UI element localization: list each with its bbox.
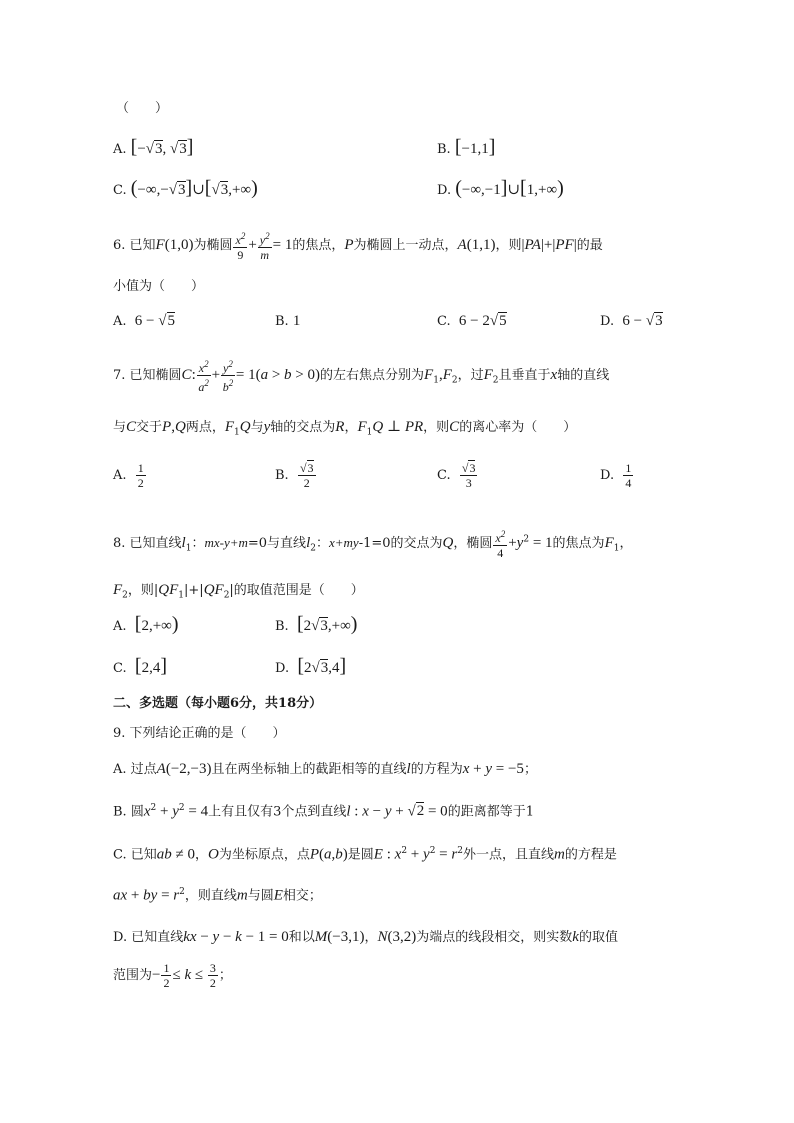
q9-stem: 9. 下列结论正确的是（ ） xyxy=(113,726,286,741)
q6-option-a: A. 6 − √5 xyxy=(113,313,175,329)
q9-option-d-line2: 范围为− $\frac{1}{2}$ ≤ k ≤ $\frac{3}{2}$ ； xyxy=(113,961,232,990)
q5-option-a: A. [−√3, √3] xyxy=(113,136,194,158)
q9-option-d-line1: D. 已知直线kx − y − k − 1 = 0和以M(−3,1)，N(3,2)为端点的线段相交，则实数k的取值 xyxy=(113,929,618,945)
q7-option-c: C. $\frac{√3}{3}$ xyxy=(437,461,476,490)
q6-option-c: C. 6 − 2√5 xyxy=(437,313,507,329)
q8-option-c: C. [2,4] xyxy=(113,655,167,677)
q8-line2: $F_2$，则$|QF_1|+|QF_2|$的取值范围是（ ） xyxy=(113,582,364,601)
q7-option-a: A. $\frac{1}{2}$ xyxy=(113,461,144,490)
q8-option-b: B. [2√3,+∞) xyxy=(275,613,358,635)
q5-option-d: D. (−∞,−1]∪[1,+∞) xyxy=(437,177,564,199)
q5-option-b: B. [−1,1] xyxy=(437,136,496,158)
q7-option-b: B. $\frac{√3}{2}$ xyxy=(275,461,314,490)
q5-option-c: C. (−∞,−√3]∪[√3,+∞) xyxy=(113,177,258,199)
q9-option-c-line2: ax + by = $r^2$，则直线m与圆E相交； xyxy=(113,887,322,904)
q6-option-b: B. 1 xyxy=(275,313,301,329)
q9-option-b: B. 圆$x^2 + y^2 = 4$上有且仅有3个点到直线l : x − y + √2 = 0的距离都等于1 xyxy=(113,803,534,820)
q7-option-d: D. $\frac{1}{4}$ xyxy=(600,461,632,490)
q9-option-a: A. 过点A(−2,−3)且在两坐标轴上的截距相等的直线l的方程为x + y = −5； xyxy=(113,761,537,777)
q8-line1: 8. 已知直线$l_1$：mx-y+m=0与直线$l_2$：x+my-1=0的交点为Q，椭圆 $\frac{x^2}{4}$ $+y^2 = 1$的焦点为$F_1$， xyxy=(113,529,633,560)
section-heading: 二、多选题（每小题6分，共18分） xyxy=(113,696,323,711)
q9-option-c-line1: C. 已知ab ≠ 0，O为坐标原点，点P(a,b)是圆E : $x^2 + y^2 = r^2$外一点，且直线m的方程是 xyxy=(113,846,617,863)
q6-line2: 小值为（ ） xyxy=(113,279,205,294)
q5-bracket: （ ） xyxy=(116,101,169,116)
q6-option-d: D. 6 − √3 xyxy=(600,313,663,329)
q7-line1: 7. 已知椭圆C: $\frac{x^2}{a^2}$ + $\frac{y^2}{b^2}$ = 1(a > b > 0)的左右焦点分别为$F_1,F_2$，过$F_2$且垂直于x轴的直线 xyxy=(113,359,610,394)
q6-line1: 6. 已知F(1,0)为椭圆 $\frac{x^2}{9}$ + $\frac{y^2}{m}$ = 1的焦点，P为椭圆上一动点，A(1,1)，则|PA|+|PF|的最 xyxy=(113,231,603,262)
q8-option-d: D. [2√3,4] xyxy=(275,655,347,677)
q7-line2: 与C交于P,Q两点，$F_1Q$与y轴的交点为R，$F_1Q$ ⊥ PR，则C的离心率为（ ） xyxy=(113,419,577,438)
q8-option-a: A. [2,+∞) xyxy=(113,613,179,635)
